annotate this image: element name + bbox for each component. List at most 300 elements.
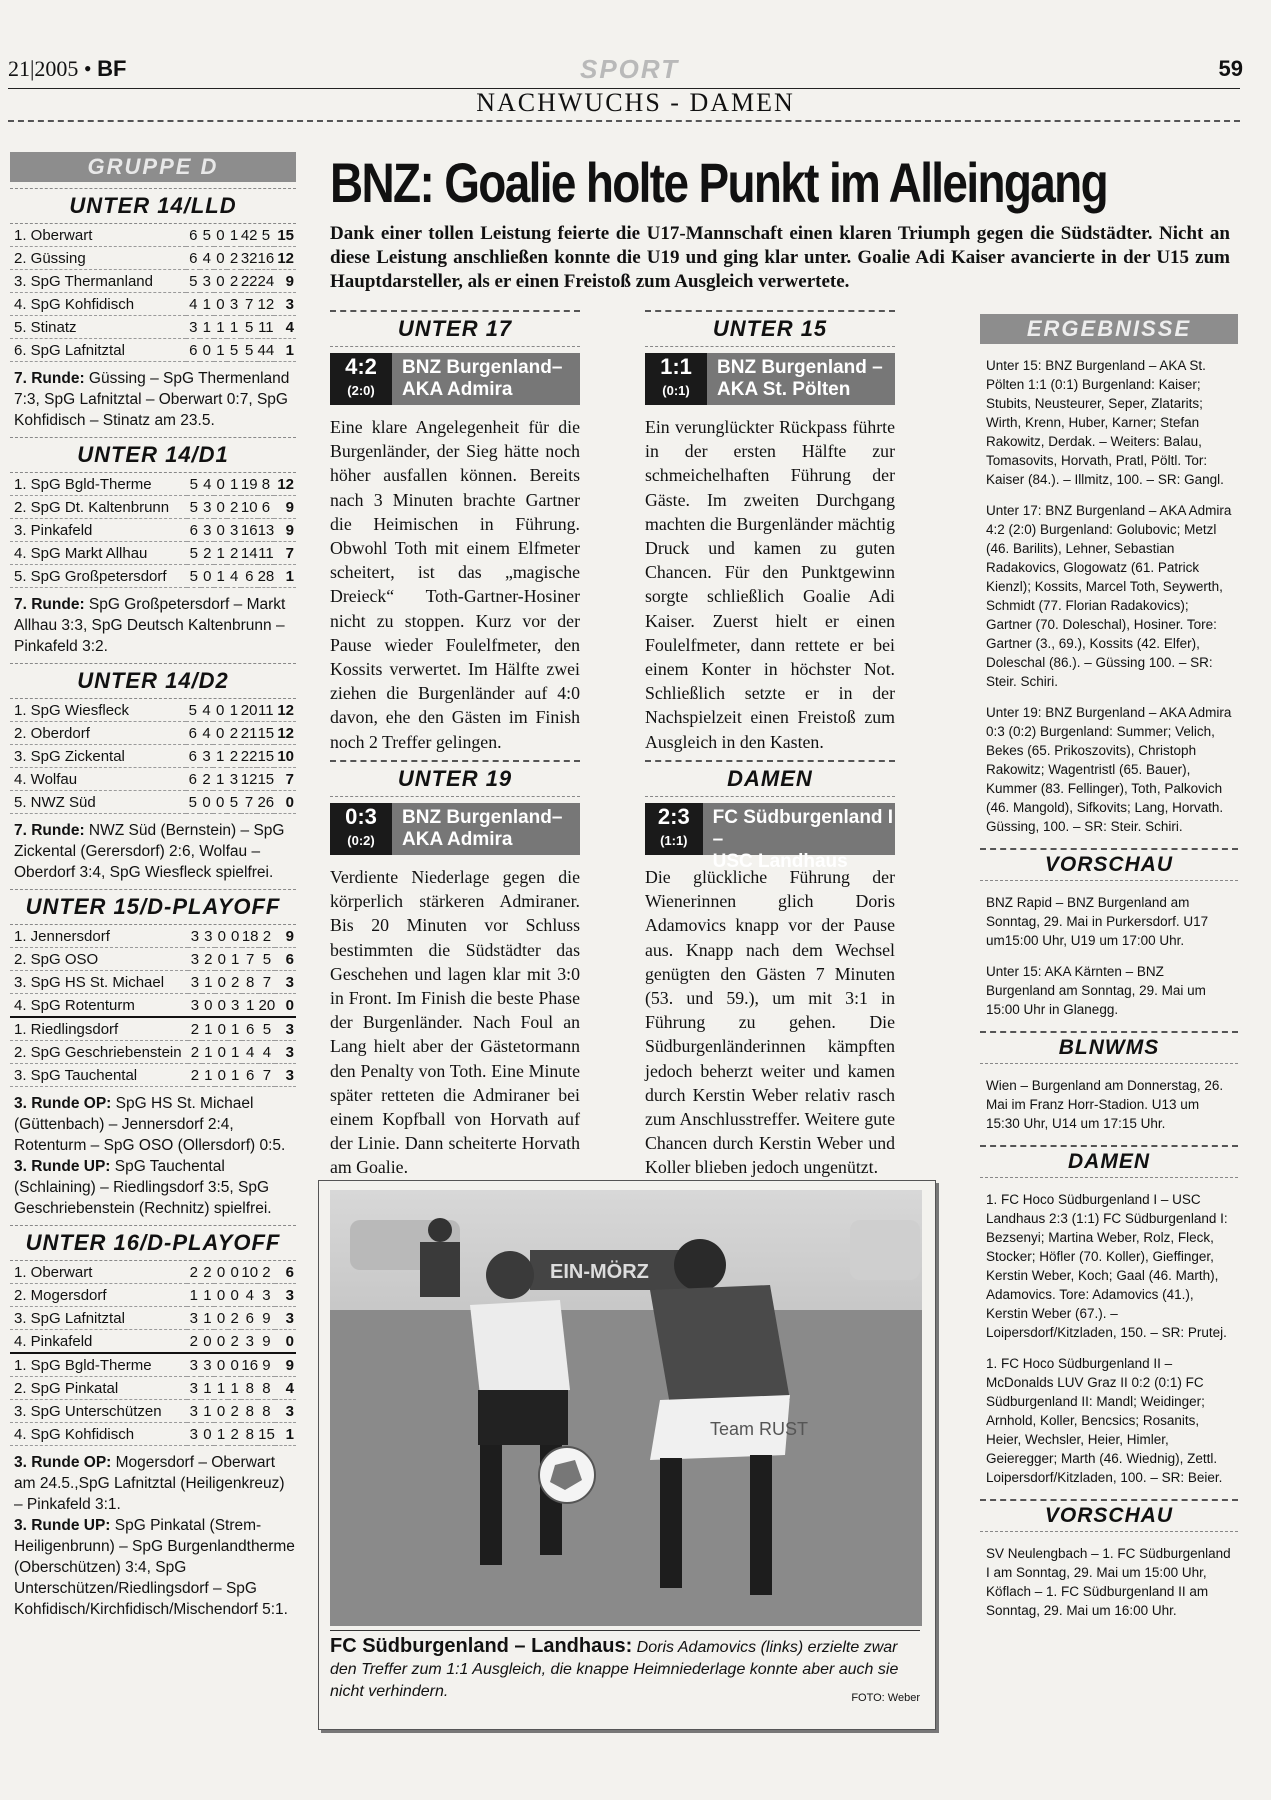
away-team: AKA Admira (402, 379, 513, 400)
stat-cell: 0 (214, 247, 228, 270)
team-name: 5. SpG Großpetersdorf (10, 565, 187, 588)
stat-cell: 11 (258, 542, 275, 565)
team-name: 3. SpG Thermanland (10, 270, 186, 293)
away-team: USC Landhaus (712, 851, 848, 872)
away-team: AKA Admira (402, 829, 513, 850)
stat-cell: 0 (214, 1353, 228, 1377)
points: 0 (274, 791, 296, 814)
team-name: 4. SpG Kohfidisch (10, 1423, 187, 1446)
stat-cell: 0 (202, 994, 215, 1018)
stat-cell: 2 (228, 1400, 242, 1423)
points: 12 (274, 247, 296, 270)
home-team: BNZ Burgenland – (717, 357, 883, 378)
note-text: Güssing – SpG Thermenland 7:3, SpG Lafnitztal – Oberwart 0:7, SpG Kohfidisch – Stinatz am 23.5. (14, 370, 290, 429)
stat-cell: 2 (188, 1064, 201, 1087)
points: 1 (274, 339, 296, 362)
blnwms-text (986, 1076, 1232, 1133)
stat-cell: 15 (258, 1423, 275, 1446)
points: 3 (275, 1307, 296, 1330)
stat-cell: 16 (258, 247, 275, 270)
points: 9 (274, 270, 296, 293)
table-row (10, 1330, 296, 1354)
stat-cell: 3 (201, 496, 214, 519)
points: 9 (274, 519, 296, 542)
stat-cell: 0 (214, 1400, 228, 1423)
points: 3 (275, 1064, 296, 1087)
stat-cell: 0 (228, 925, 241, 948)
score (645, 803, 703, 855)
stat-cell: 0 (213, 722, 227, 745)
player-left-leg (480, 1445, 502, 1565)
stat-cell: 26 (257, 791, 274, 814)
group-bar: GRUPPE D (10, 152, 296, 182)
stat-cell: 15 (257, 722, 274, 745)
team-name: 5. NWZ Süd (10, 791, 186, 814)
stat-cell: 1 (227, 224, 241, 247)
player-head (486, 1251, 534, 1299)
stat-cell: 1 (227, 316, 241, 339)
stat-cell: 1 (228, 1064, 241, 1087)
team-name: 3. SpG HS St. Michael (10, 971, 188, 994)
team-name: 3. Pinkafeld (10, 519, 187, 542)
stat-cell: 2 (187, 1330, 201, 1354)
stat-cell: 8 (258, 473, 275, 496)
stat-cell: 7 (241, 293, 258, 316)
round-note (14, 368, 296, 431)
stat-cell: 3 (188, 971, 201, 994)
stat-cell: 3 (187, 1423, 201, 1446)
points: 3 (275, 1017, 296, 1041)
stat-cell: 3 (187, 1400, 201, 1423)
stat-cell: 3 (188, 925, 201, 948)
team-name: 1. SpG Wiesfleck (10, 699, 186, 722)
stat-cell: 10 (241, 496, 258, 519)
stat-cell: 5 (200, 224, 214, 247)
stat-cell: 3 (258, 1284, 275, 1307)
stat-cell: 2 (202, 948, 215, 971)
stat-cell: 1 (214, 565, 227, 588)
note-text: Mogersdorf – Oberwart am 24.5.,SpG Lafnitztal (Heiligenkreuz) – Pinkafeld 3:1. (14, 1454, 285, 1513)
match-photo (330, 1190, 922, 1626)
standings-table (10, 473, 296, 588)
stat-cell: 2 (227, 496, 240, 519)
standings-block (10, 1225, 296, 1620)
stat-cell: 3 (227, 519, 240, 542)
standings-column (10, 152, 296, 1620)
damen-item: 1. FC Hoco Südburgenland I – USC Landhaus 2:3 (1:1) FC Südburgenland I: Bezsenyi; Martina Weber, Rolz, Fleck, Stocker; Höfler (70. Koller), Gieffinger, Kerstin Weber, Koch; Gaal (46. Marth), Adamovics. Tore: Adamovics (41.), Kerstin Weber (67.). – Loipersdorf/Kitzladen, 150. – SR: Prutej. (986, 1192, 1228, 1340)
stat-cell: 16 (241, 1353, 258, 1377)
stat-cell: 6 (241, 565, 258, 588)
article-u19 (330, 760, 580, 1180)
result-item: Unter 17: BNZ Burgenland – AKA Admira 4:2 (2:0) Burgenland: Golubovic; Metzl (46. Barilits), Lehner, Sebastian Radakovics, Glogowatz (61. Patrick Kienzl); Kossits, Marcel Toth, Seywerth, Schmidt (77. Florian Radakovics); Gartner (70. Doleschal), Hosiner. Tore: Gartner (3., 69.), Kossits (42. Elfer), Doleschal (86.). – Güssing 100. – SR: Steir. Schiri. (986, 503, 1232, 689)
table-row (10, 1041, 296, 1064)
stat-cell: 44 (258, 339, 275, 362)
table-row (10, 1017, 296, 1041)
team-name: 3. SpG Unterschützen (10, 1400, 187, 1423)
pitch (330, 1310, 922, 1626)
preview-text (986, 1544, 1232, 1620)
team-name: 4. SpG Markt Allhau (10, 542, 187, 565)
points: 1 (275, 1423, 296, 1446)
stat-cell: 9 (258, 1330, 275, 1354)
stat-cell: 3 (200, 270, 214, 293)
team-name: 4. SpG Kohfidisch (10, 293, 186, 316)
banner-text: EIN-MÖRZ (550, 1261, 649, 1283)
stat-cell: 8 (241, 1400, 258, 1423)
table-row (10, 542, 296, 565)
note-text: SpG Pinkatal (Strem-Heiligenbrunn) – SpG Burgenlandtherme (Oberschützen) 3:4, SpG Unterschützen/Riedlingsdorf – SpG Kohfidisch/Kirchfidisch/Mischendorf 5:1. (14, 1517, 295, 1618)
table-row (10, 1064, 296, 1087)
stat-cell: 3 (228, 994, 241, 1018)
brand-name: BF (97, 56, 127, 81)
stat-cell: 16 (241, 519, 258, 542)
home-team: BNZ Burgenland– (402, 807, 563, 828)
stat-cell: 4 (200, 699, 214, 722)
stat-cell: 0 (213, 791, 227, 814)
stat-cell: 1 (201, 1307, 215, 1330)
round-note (14, 594, 296, 657)
score-box (645, 803, 895, 872)
standings-table (10, 1261, 296, 1446)
stat-cell: 0 (215, 1064, 228, 1087)
stat-cell: 1 (187, 1284, 201, 1307)
stat-cell: 3 (241, 1330, 258, 1354)
stat-cell: 3 (227, 768, 241, 791)
stat-cell: 5 (258, 224, 275, 247)
subsection-title: NACHWUCHS - DAMEN (476, 88, 795, 117)
stat-cell: 5 (227, 339, 241, 362)
stat-cell: 19 (241, 473, 258, 496)
stat-cell: 2 (200, 768, 214, 791)
stat-cell: 8 (241, 1377, 258, 1400)
round-note (14, 1515, 296, 1620)
stat-cell: 22 (241, 270, 258, 293)
stat-cell: 1 (202, 1041, 215, 1064)
stat-cell: 1 (200, 293, 214, 316)
points: 9 (274, 496, 296, 519)
stat-cell: 5 (259, 1017, 276, 1041)
stat-cell: 1 (200, 316, 214, 339)
stat-cell: 0 (228, 1284, 242, 1307)
stat-cell: 0 (214, 1330, 228, 1354)
stat-cell: 6 (186, 722, 200, 745)
stat-cell: 1 (214, 316, 228, 339)
points: 10 (274, 745, 296, 768)
damen-results (986, 1190, 1232, 1487)
stat-cell: 1 (214, 542, 227, 565)
blnwms-item: Wien – Burgenland am Donnerstag, 26. Mai im Franz Horr-Stadion. U13 um 15:30 Uhr, U14 um 17:15 Uhr. (986, 1078, 1224, 1131)
table-row (10, 339, 296, 362)
points: 12 (274, 722, 296, 745)
stat-cell: 7 (242, 948, 259, 971)
stat-cell: 1 (201, 1284, 215, 1307)
stat-cell: 32 (241, 247, 258, 270)
article-title: DAMEN (645, 760, 895, 797)
stat-cell: 15 (257, 768, 274, 791)
stat-cell: 0 (214, 293, 228, 316)
stat-cell: 0 (214, 1284, 228, 1307)
table-row (10, 270, 296, 293)
stat-cell: 1 (202, 1064, 215, 1087)
issue-bullet: • (83, 56, 92, 81)
team-name: 4. SpG Rotenturm (10, 994, 188, 1018)
stat-cell: 3 (186, 316, 200, 339)
stat-cell: 2 (259, 925, 276, 948)
stat-cell: 0 (215, 1017, 228, 1041)
stat-cell: 4 (241, 1284, 258, 1307)
stat-cell: 1 (214, 339, 228, 362)
final-score: 4:2 (345, 354, 377, 379)
stat-cell: 3 (187, 1307, 201, 1330)
team-name: 1. SpG Bgld-Therme (10, 473, 187, 496)
stat-cell: 6 (186, 247, 200, 270)
stat-cell: 3 (188, 948, 201, 971)
teams (392, 353, 562, 405)
stat-cell: 2 (201, 542, 214, 565)
stat-cell: 21 (241, 722, 258, 745)
stat-cell: 2 (227, 270, 241, 293)
note-label: 7. Runde: (14, 822, 85, 839)
table-row (10, 925, 296, 948)
stat-cell: 1 (214, 1377, 228, 1400)
points: 3 (274, 293, 296, 316)
stat-cell: 4 (259, 1041, 276, 1064)
stat-cell: 1 (242, 994, 259, 1018)
stat-cell: 4 (186, 293, 200, 316)
results-column (980, 314, 1238, 1632)
note-label: 3. Runde UP: (14, 1158, 111, 1175)
table-row (10, 1284, 296, 1307)
stat-cell: 1 (227, 699, 241, 722)
stat-cell: 1 (228, 1017, 241, 1041)
standings-block (10, 437, 296, 657)
stat-cell: 22 (241, 745, 258, 768)
table-row (10, 1423, 296, 1446)
note-label: 7. Runde: (14, 596, 85, 613)
team-name: 2. SpG Geschriebenstein (10, 1041, 188, 1064)
stat-cell: 1 (228, 1041, 241, 1064)
note-text: NWZ Süd (Bernstein) – SpG Zickental (Gerersdorf) 2:6, Wolfau – Oberdorf 3:4, SpG Wiesfleck spielfrei. (14, 822, 285, 881)
background-player-head (428, 1218, 452, 1242)
note-text: SpG Großpetersdorf – Markt Allhau 3:3, SpG Deutsch Kaltenbrunn – Pinkafeld 3:2. (14, 596, 286, 655)
results-bar: ERGEBNISSE (980, 314, 1238, 344)
half-score: (2:0) (347, 383, 375, 398)
points: 7 (274, 768, 296, 791)
stat-cell: 1 (227, 473, 240, 496)
team-name: 1. Jennersdorf (10, 925, 188, 948)
stat-cell: 5 (187, 496, 200, 519)
stat-cell: 4 (200, 722, 214, 745)
stat-cell: 0 (200, 339, 214, 362)
stat-cell: 10 (241, 1261, 258, 1284)
table-title: UNTER 16/D-PLAYOFF (10, 1225, 296, 1261)
stat-cell: 42 (241, 224, 258, 247)
round-note (14, 1156, 296, 1219)
score-box (330, 803, 580, 855)
standings-table (10, 925, 296, 1087)
standings-block (10, 889, 296, 1219)
stat-cell: 1 (201, 1400, 215, 1423)
stat-cell: 5 (186, 699, 200, 722)
stat-cell: 2 (228, 1307, 242, 1330)
preview-item: Unter 15: AKA Kärnten – BNZ Burgenland am Sonntag, 29. Mai um 15:00 Uhr in Glanegg. (986, 964, 1206, 1017)
stat-cell: 14 (241, 542, 258, 565)
score (330, 353, 392, 405)
issue-info (8, 56, 126, 82)
article-title: UNTER 19 (330, 760, 580, 797)
table-row (10, 496, 296, 519)
stat-cell: 2 (258, 1261, 275, 1284)
stat-cell: 0 (214, 270, 228, 293)
stat-cell: 2 (227, 722, 241, 745)
score (645, 353, 707, 405)
preview-title: VORSCHAU (980, 1499, 1238, 1532)
note-label: 3. Runde UP: (14, 1517, 111, 1534)
points: 3 (275, 1284, 296, 1307)
stat-cell: 1 (213, 768, 227, 791)
player-right-shirt (650, 1285, 790, 1405)
result-item: Unter 19: BNZ Burgenland – AKA Admira 0:3 (0:2) Burgenland: Summer; Velich, Bekes (65. Prikoszovits), Christoph Rakowitz; Wagentristl (65. Bauer), Kummer (83. Fellinger), Toth, Palkovich (46. Mangold), Sifkovits; Lang, Horvath. Güssing, 100. – SR: Steir. Schiri. (986, 705, 1232, 834)
table-row (10, 1400, 296, 1423)
stat-cell: 4 (200, 247, 214, 270)
points: 0 (275, 994, 296, 1018)
photo-caption (330, 1630, 920, 1709)
team-name: 2. Oberdorf (10, 722, 186, 745)
team-name: 4. Wolfau (10, 768, 186, 791)
points: 3 (275, 971, 296, 994)
article-body: Eine klare Angelegenheit für die Burgenländer, der Sieg hätte noch höher ausfallen können. Bereits nach 3 Minuten brachte Gartner die Heimischen in Führung. Obwohl Toth mit einem Elfmeter scheitert, ist das „magische Dreieck“ Toth-Gartner-Hosiner nicht zu stoppen. Kurz vor der Pause wieder Foulelfmeter, den Kossits verwertet. Im Hälfte zwei ziehen die Burgenländer auf 4:0 davon, ehe den Gästen im Finish noch 2 Treffer gelingen. (330, 417, 580, 752)
table-row (10, 293, 296, 316)
stat-cell: 6 (242, 1017, 259, 1041)
shirt-sponsor: Team RUST (710, 1419, 809, 1439)
table-row (10, 768, 296, 791)
stat-cell: 2 (228, 1330, 242, 1354)
teams (392, 803, 562, 855)
team-name: 1. Riedlingsdorf (10, 1017, 188, 1041)
stat-cell: 0 (215, 971, 228, 994)
points: 9 (275, 925, 296, 948)
table-title: UNTER 14/D2 (10, 663, 296, 699)
score (330, 803, 392, 855)
note-text: SpG Tauchental (Schlaining) – Riedlingsdorf 3:5, SpG Geschriebenstein (Rechnitz) spielfrei. (14, 1158, 272, 1217)
stat-cell: 4 (227, 565, 240, 588)
note-label: 7. Runde: (14, 370, 85, 387)
stat-cell: 28 (258, 565, 275, 588)
stat-cell: 20 (241, 699, 258, 722)
final-score: 0:3 (345, 804, 377, 829)
stat-cell: 5 (259, 948, 276, 971)
preview-item: SV Neulengbach – 1. FC Südburgenland I am Sonntag, 29. Mai um 15:00 Uhr, Köflach – 1. FC Südburgenland II am Sonntag, 29. Mai um 16:00 Uhr. (986, 1546, 1231, 1618)
stat-cell: 5 (186, 270, 200, 293)
stat-cell: 0 (214, 1261, 228, 1284)
preview-list (986, 893, 1232, 1019)
stat-cell: 13 (258, 519, 275, 542)
stat-cell: 0 (214, 1307, 228, 1330)
stat-cell: 2 (227, 542, 240, 565)
score-box (330, 353, 580, 405)
lead-paragraph: Dank einer tollen Leistung feierte die U17-Mannschaft einen klaren Triumph gegen die Südstädter. Nicht an diese Leistung anschließen konnte die U19 und ging klar unter. Goalie Adi Kaiser avancierte in der U15 zum Hauptdarsteller, als er einen Freistoß zum Ausgleich verwertete. (330, 223, 1230, 292)
stat-cell: 3 (187, 1377, 201, 1400)
stat-cell: 12 (241, 768, 258, 791)
team-name: 1. SpG Bgld-Therme (10, 1353, 187, 1377)
stat-cell: 6 (186, 745, 200, 768)
stat-cell: 7 (241, 791, 258, 814)
damen-item: 1. FC Hoco Südburgenland II – McDonalds LUV Graz II 0:2 (0:1) FC Südburgenland II: Mandl; Weidinger; Arnhold, Koller, Bencsics; Rosanits, Heier, Wechsler, Heier, Himler, Geieregger; Marth (46. Wiednig), Zettl. Loipersdorf/Kitzladen, 100. – SR: Beier. (986, 1356, 1223, 1485)
header-dashed-rule (8, 120, 1240, 122)
player-left-shorts (478, 1390, 568, 1445)
team-name: 2. SpG OSO (10, 948, 188, 971)
stat-cell: 1 (228, 948, 241, 971)
stat-cell: 5 (186, 791, 200, 814)
preview-item: BNZ Rapid – BNZ Burgenland am Sonntag, 29. Mai in Purkersdorf. U17 um15:00 Uhr, U19 um 17:00 Uhr. (986, 895, 1209, 948)
stat-cell: 8 (241, 1423, 258, 1446)
stat-cell: 0 (215, 948, 228, 971)
standings-block (10, 188, 296, 431)
stat-cell: 11 (257, 699, 274, 722)
half-score: (0:2) (347, 833, 375, 848)
final-score: 2:3 (657, 804, 690, 829)
team-name: 3. SpG Zickental (10, 745, 186, 768)
stat-cell: 8 (258, 1377, 275, 1400)
stat-cell: 0 (201, 1330, 215, 1354)
table-row (10, 994, 296, 1018)
points: 0 (275, 1330, 296, 1354)
points: 7 (274, 542, 296, 565)
issue-number: 21|2005 (8, 56, 79, 81)
article-damen (645, 760, 895, 1180)
stat-cell: 2 (187, 1261, 201, 1284)
stat-cell: 6 (186, 768, 200, 791)
stat-cell: 9 (258, 1353, 275, 1377)
team-name: 5. Stinatz (10, 316, 186, 339)
home-team: FC Südburgenland I – (712, 807, 894, 850)
stat-cell: 0 (200, 791, 214, 814)
stat-cell: 0 (215, 925, 228, 948)
player-right-leg (660, 1458, 682, 1588)
team-name: 2. Güssing (10, 247, 186, 270)
caption-title: FC Südburgenland – Landhaus: (330, 1635, 633, 1657)
stat-cell: 3 (187, 1353, 201, 1377)
table-row (10, 316, 296, 339)
stat-cell: 5 (187, 565, 200, 588)
final-score: 1:1 (660, 354, 692, 379)
table-row (10, 1307, 296, 1330)
team-name: 3. SpG Tauchental (10, 1064, 188, 1087)
team-name: 2. SpG Pinkatal (10, 1377, 187, 1400)
section-name: SPORT (580, 54, 680, 84)
table-row (10, 1377, 296, 1400)
stat-cell: 4 (201, 473, 214, 496)
half-score: (0:1) (662, 383, 690, 398)
table-row (10, 1261, 296, 1284)
stat-cell: 0 (228, 1261, 242, 1284)
table-row (10, 565, 296, 588)
round-note (14, 1452, 296, 1515)
table-title: UNTER 14/LLD (10, 188, 296, 224)
stat-cell: 1 (228, 1377, 242, 1400)
player-left-shirt (470, 1300, 570, 1395)
table-row (10, 224, 296, 247)
stat-cell: 7 (259, 971, 276, 994)
stat-cell: 1 (202, 1017, 215, 1041)
table-row (10, 473, 296, 496)
stat-cell: 1 (202, 971, 215, 994)
team-name: 2. Mogersdorf (10, 1284, 187, 1307)
stat-cell: 0 (214, 473, 227, 496)
team-name: 3. SpG Lafnitztal (10, 1307, 187, 1330)
table-row (10, 1353, 296, 1377)
points: 9 (275, 1353, 296, 1377)
